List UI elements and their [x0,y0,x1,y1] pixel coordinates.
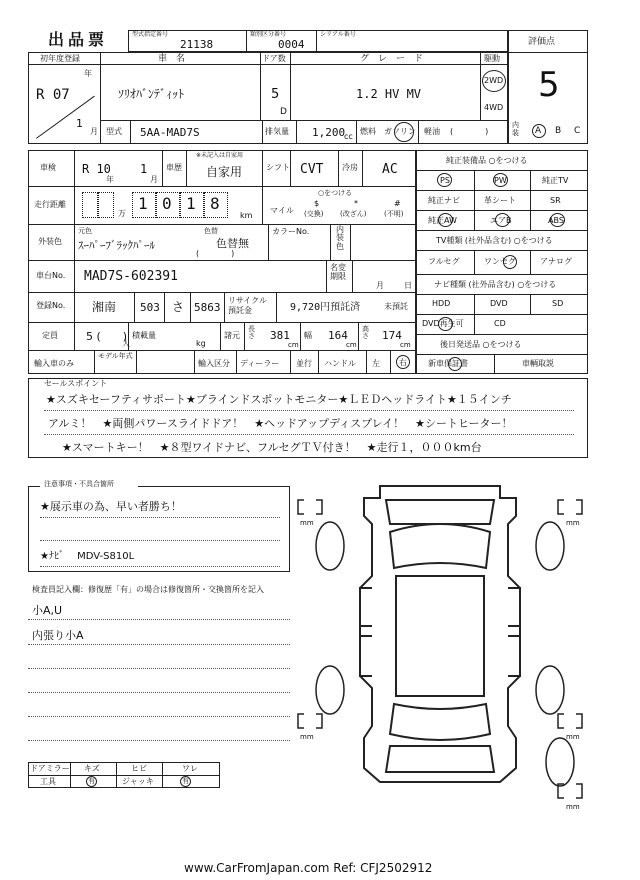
score-value: 5 [538,65,560,105]
eq-tv: 純正TV [542,176,569,185]
mileage-digit-2: 0 [162,194,172,213]
legend-r3: ジャッキ [122,777,154,786]
first-reg-era: R 07 [36,87,70,103]
registration-area: 湘南 [92,300,117,314]
eq-abs: ABS [548,216,564,225]
color-code-label: 色替 [204,227,218,235]
category-no-label: 類別区分番号 [250,31,287,38]
post-title: 後日発送品 ○をつける [440,340,522,349]
mileage-km: km [240,211,253,220]
tire-rear-right [536,666,564,714]
car-damage-diagram [290,476,590,816]
height-value: 174 [382,329,402,342]
legend-r2: 有 [88,777,95,785]
mileage-digit-4: 8 [210,194,220,213]
fuel-gas: ガソリン [384,127,416,136]
load-label: 積載量 [132,331,156,340]
inspection-month-unit: 月 [150,175,158,184]
mileage-digit-3: 1 [186,194,196,213]
model-year-label: モデル年式 [98,352,133,360]
color-no-label: カラーNo. [272,227,310,236]
interior-c: C [574,126,581,136]
mileage-tamper: (改ざん) [340,210,367,218]
chassis-label: 車台No. [36,271,66,280]
inspector-line-1: 小A,U [32,604,63,617]
month-unit: 月 [90,127,98,136]
legend-h3: ヒビ [131,764,147,773]
displacement-label: 排気量 [265,127,289,136]
width-value: 164 [328,329,348,342]
mileage-unknown: (不明) [384,210,404,218]
tire-mm-rr: mm [566,733,580,741]
tire-mm-fl: mm [300,519,314,527]
width-label: 幅 [304,331,312,340]
drive-4wd: 4WD [484,103,504,112]
chassis-value: MAD7S-602391 [84,269,178,284]
name-change-label: 名変期限 [330,263,346,281]
recycle-label: リサイクル預託金 [228,296,267,315]
handle-left: 左 [372,359,380,368]
eq-pw: PW [494,176,507,185]
notes-line-1: ★展示車の為、早い者勝ち！ [40,500,182,513]
nav-dvdplay: DVD再生可 [422,319,464,328]
tire-spare [546,738,574,786]
color-label: 外装色 [38,237,62,246]
history-label: 車歴 [166,163,182,172]
interior-a: A [535,126,542,136]
color-original-label: 元色 [78,227,92,235]
nav-cd: CD [494,319,506,328]
doors-value: 5 [271,87,280,102]
shift-label: シフト [266,163,290,172]
legend-h2: キズ [84,764,100,773]
eq-leather: 革シート [484,196,516,205]
mileage-mile: マイル [270,206,294,215]
doors-label: ドア数 [262,54,286,63]
registration-label: 登録No. [36,301,66,310]
shift-value: CVT [300,162,324,177]
first-reg-month: 1 [76,117,83,130]
footer-watermark: www.CarFromJapan.com Ref: CFJ2502912 [184,861,433,875]
serial-label: シリアル番号 [320,31,356,38]
tire-mm-fr: mm [566,519,580,527]
legend-r4: 有 [182,777,189,785]
drive-2wd: 2WD [484,76,504,85]
grade-label: グ レ ー ド [360,54,424,64]
car-name: ｿﾘｵﾊﾞﾝﾃﾞｨｯﾄ [118,87,185,101]
grade-value: 1.2 HV MV [356,87,422,101]
legend-r1: 工具 [40,777,56,786]
drive-label: 駆動 [484,54,500,63]
eq-airbag: エアB [490,216,512,225]
tv-analog: アナログ [540,257,572,266]
notes-line-2: ★ﾅﾋﾞ MDV-S810L [40,551,135,562]
nav-hdd: HDD [432,299,451,308]
tv-title: TV種類 (社外品含む) ○をつける [436,236,553,245]
mileage-tamper-sym: * [354,199,358,208]
length-label: 長さ [248,325,255,341]
sales-line-1: ★スズキセーフティサポート★ブラインドスポットモニター★ＬＥＤヘッドライト★１５インチ [46,393,512,406]
mileage-check-label: ○をつける [318,189,353,197]
ac-label: 冷房 [342,163,358,172]
history-note: ※未記入は自家用 [196,152,244,159]
eq-aw: 純正AW [428,216,457,225]
nav-dvd: DVD [490,299,508,308]
inspection-year-unit: 年 [106,175,114,184]
import-dealer: ディーラー [240,359,280,368]
inspector-label: 検査員記入欄：修復歴「有」の場合は修復箇所・交換箇所を記入 [32,585,264,594]
nav-sd: SD [552,299,564,308]
color-code-paren: ( ) [196,249,235,258]
tv-oneseg: ワンセグ [484,257,516,266]
interior-b: B [555,126,562,136]
height-unit: cm [400,341,411,349]
model-value: 5AA-MAD7S [140,126,200,139]
eq-ps: PS [440,176,450,185]
year-unit: 年 [84,69,92,78]
sales-points-label: セールスポイント [44,379,108,388]
fuel-label: 燃料 [360,127,376,136]
fuel-gas-circle [394,122,414,142]
tire-mm-spare: mm [566,803,580,811]
capacity-label: 定員 [42,331,58,340]
eq-sr: SR [550,196,561,205]
eq-navi: 純正ナビ [428,196,460,205]
fuel-paren: ( ) [450,127,489,136]
height-label: 高さ [362,325,369,341]
import-category-label: 輸入区分 [198,359,230,368]
first-reg-label: 初年度登録 [40,54,80,63]
length-unit: cm [288,341,299,349]
cc-unit: cc [344,132,353,141]
import-label: 輸入車のみ [34,359,74,368]
recycle-unpaid: 未預託 [384,302,408,311]
tv-fullseg: フルセグ [428,257,460,266]
name-change-day: 日 [404,281,412,290]
equipment-title: 純正装備品 ○をつける [446,156,528,165]
score-label: 評価点 [528,37,556,47]
type-no: 21138 [180,38,214,51]
legend-h1: ドアミラー [30,764,70,773]
displacement-value: 1,200 [312,126,346,139]
ac-value: AC [382,162,398,177]
notes-label: 注意事項・不具合箇所 [44,480,114,488]
mileage-label: 走行距離 [34,200,66,209]
mileage-exchange: (交換) [304,210,324,218]
interior-label: 内装 [512,121,519,137]
mileage-man: 万 [118,209,126,218]
tire-front-right [536,522,564,570]
capacity-value: 5 ( ) [86,330,128,343]
color-original: ｽｰﾊﾟｰﾌﾞﾗｯｸﾊﾟｰﾙ [78,239,155,252]
post-warranty: 新車保証書 [428,359,468,368]
mileage-exchange-sym: $ [314,199,320,208]
sales-line-3: ★スマートキー！ ★８型ワイドナビ、フルセグＴＶ付き！ ★走行１，０００km台 [62,441,482,454]
inspection-month: 1 [140,162,148,176]
inspection-year: R 10 [82,162,111,176]
recycle-value: 9,720円預託済 [290,302,361,313]
mileage-unknown-sym: # [394,199,401,208]
model-label: 型式 [106,127,122,136]
post-manual: 車輌取説 [522,359,554,368]
type-no-label: 型式指定番号 [132,31,169,38]
load-unit: kg [196,339,206,348]
inspection-label: 車検 [40,163,56,172]
capacity-unit: 人 [122,339,130,348]
name-change-month: 月 [376,281,384,290]
tire-front-left [316,522,344,570]
inspector-line-2: 内張り小A [32,629,84,642]
interior-color-label: 内装色 [336,225,344,251]
category-no: 0004 [278,38,305,51]
width-unit: cm [346,341,357,349]
registration-class: 503 [140,301,160,314]
registration-number: 5863 [194,301,221,314]
color-code: 色替無 [216,237,249,250]
registration-kana: さ [172,300,185,314]
sheet-title: 出品票 [48,30,109,49]
car-name-label: 車 名 [158,54,186,64]
doors-sub: D [280,107,287,117]
handle-right: 右 [399,358,407,367]
handle-label: ハンドル [324,359,356,368]
tire-rear-left [316,666,344,714]
fuel-diesel: 軽油 [424,127,440,136]
import-parallel: 並行 [296,359,312,368]
length-value: 381 [270,329,290,342]
dimensions-label: 諸元 [224,331,240,340]
tire-mm-rl: mm [300,733,314,741]
sales-line-2: アルミ！ ★両側パワースライドドア！ ★ヘッドアップディスプレイ！ ★シートヒーター！ [48,417,513,430]
mileage-digit-1: 1 [138,194,148,213]
nav-title: ナビ種類 (社外品含む) ○をつける [434,280,557,289]
history-value: 自家用 [206,165,243,179]
legend-h4: ワレ [182,764,198,773]
